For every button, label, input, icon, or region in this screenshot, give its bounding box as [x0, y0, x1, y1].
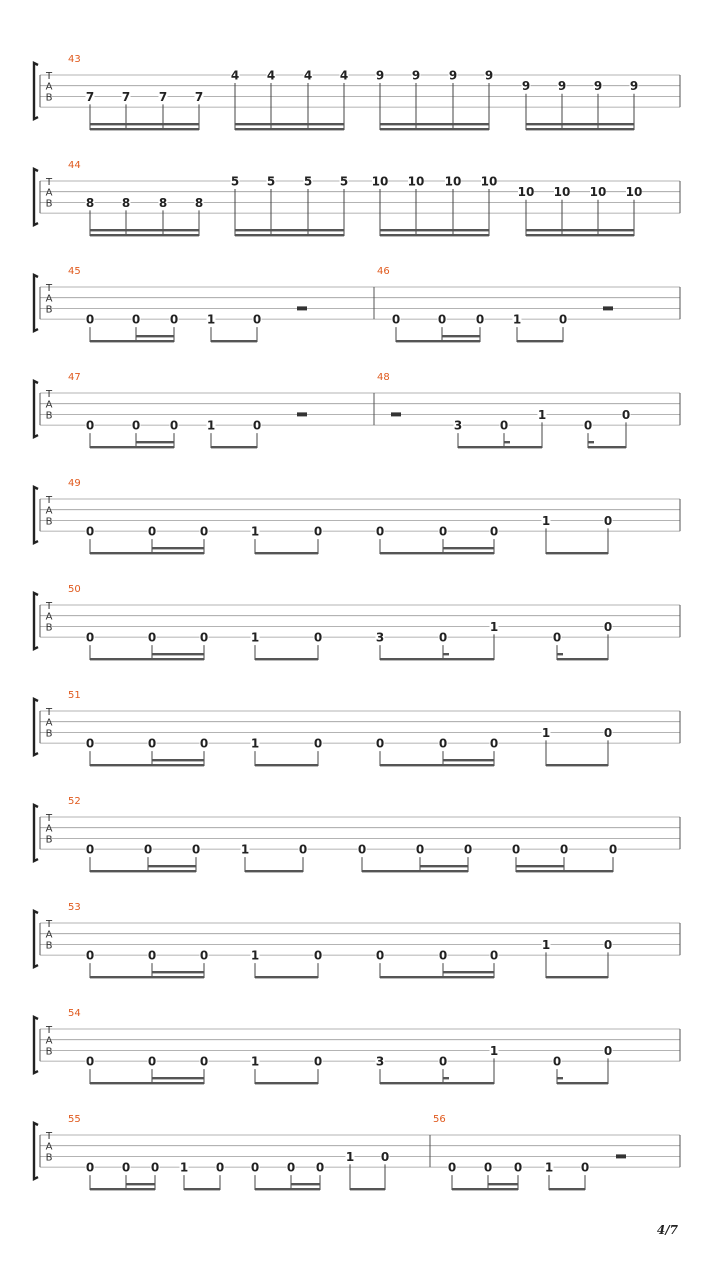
beam	[255, 976, 318, 978]
fret-number: 0	[199, 630, 209, 645]
tab-system	[34, 54, 680, 130]
fret-number: 0	[447, 1160, 457, 1175]
beam	[255, 1082, 318, 1084]
rest-symbol	[297, 412, 307, 416]
beam-secondary	[516, 865, 564, 867]
beam-secondary	[420, 865, 468, 867]
tab-clef-letter: A	[45, 1035, 53, 1047]
fret-number: 1	[544, 1160, 554, 1175]
fret-number: 3	[453, 418, 463, 433]
fret-number: 3	[375, 1054, 385, 1069]
measure-number: 53	[68, 902, 81, 913]
beam	[90, 446, 174, 448]
fret-number: 0	[603, 937, 613, 952]
fret-number: 0	[603, 619, 613, 634]
fret-number: 3	[375, 630, 385, 645]
fret-number: 5	[339, 174, 349, 189]
fret-number: 0	[499, 418, 509, 433]
beam-secondary	[526, 123, 634, 125]
beam	[526, 234, 634, 236]
beam-secondary	[152, 759, 204, 761]
fret-number: 0	[199, 1054, 209, 1069]
beam-secondary	[152, 547, 204, 549]
beam-secondary	[442, 335, 480, 337]
fret-number: 0	[608, 842, 618, 857]
tab-clef-letter: T	[45, 1131, 53, 1142]
rest-symbol	[391, 412, 401, 416]
beam	[380, 764, 494, 766]
beam-secondary	[152, 971, 204, 973]
tab-system	[34, 160, 680, 236]
fret-number: 0	[252, 418, 262, 433]
system-bracket	[34, 275, 38, 331]
tab-system	[34, 690, 680, 766]
beam-secondary	[235, 123, 344, 125]
tab-clef-letter: T	[45, 177, 53, 188]
tab-system	[34, 1008, 680, 1084]
tab-clef-letter: A	[45, 611, 53, 623]
fret-number: 4	[230, 68, 240, 83]
fret-number: 5	[230, 174, 240, 189]
tab-clef-letter: B	[45, 92, 53, 104]
fret-number: 9	[593, 79, 603, 94]
fret-number: 1	[345, 1149, 355, 1164]
system-bracket	[34, 487, 38, 543]
fret-number: 0	[85, 736, 95, 751]
fret-number: 10	[553, 185, 571, 200]
tab-clef-letter: T	[45, 813, 53, 824]
tab-clef-letter: A	[45, 187, 53, 199]
tab-clef-letter: B	[45, 1046, 53, 1058]
beam	[211, 340, 257, 342]
beam	[90, 976, 204, 978]
tab-system	[34, 478, 680, 554]
tab-clef-letter: T	[45, 71, 53, 82]
beam	[380, 128, 489, 130]
rest-symbol	[616, 1154, 626, 1158]
fret-number: 0	[313, 736, 323, 751]
fret-number: 1	[541, 937, 551, 952]
fret-number: 10	[371, 174, 389, 189]
tab-system	[34, 372, 680, 448]
beam	[255, 1188, 320, 1190]
beam-stub	[557, 1077, 563, 1079]
beam	[211, 446, 257, 448]
fret-number: 1	[250, 524, 260, 539]
beam	[235, 234, 344, 236]
fret-number: 0	[475, 312, 485, 327]
beam-secondary	[380, 123, 489, 125]
fret-number: 0	[438, 524, 448, 539]
fret-number: 0	[559, 842, 569, 857]
rest-symbol	[297, 306, 307, 310]
measure-number: 48	[377, 372, 390, 383]
measure-number: 44	[68, 160, 81, 171]
beam	[588, 446, 626, 448]
fret-number: 0	[85, 630, 95, 645]
fret-number: 0	[147, 630, 157, 645]
fret-number: 0	[357, 842, 367, 857]
beam-stub	[504, 441, 510, 443]
tab-clef-letter: A	[45, 293, 53, 305]
fret-number: 0	[415, 842, 425, 857]
beam	[90, 764, 204, 766]
beam	[557, 658, 608, 660]
fret-number: 9	[411, 68, 421, 83]
tab-system	[34, 1114, 680, 1190]
tab-clef-letter: A	[45, 505, 53, 517]
fret-number: 0	[313, 948, 323, 963]
beam-stub	[557, 653, 563, 655]
beam-secondary	[443, 971, 494, 973]
measure-number: 51	[68, 690, 81, 701]
fret-number: 0	[85, 524, 95, 539]
fret-number: 0	[580, 1160, 590, 1175]
beam	[516, 870, 613, 872]
fret-number: 7	[158, 89, 168, 104]
fret-number: 0	[169, 418, 179, 433]
fret-number: 0	[558, 312, 568, 327]
beam	[380, 658, 494, 660]
beam-secondary	[526, 229, 634, 231]
fret-number: 10	[407, 174, 425, 189]
fret-number: 4	[266, 68, 276, 83]
fret-number: 0	[315, 1160, 325, 1175]
beam	[184, 1188, 220, 1190]
fret-number: 5	[303, 174, 313, 189]
fret-number: 1	[250, 736, 260, 751]
fret-number: 10	[589, 185, 607, 200]
tab-clef-letter: B	[45, 728, 53, 740]
tab-clef-letter: B	[45, 1152, 53, 1164]
fret-number: 1	[206, 418, 216, 433]
fret-number: 0	[391, 312, 401, 327]
beam	[90, 234, 199, 236]
beam-secondary	[136, 335, 174, 337]
fret-number: 0	[147, 524, 157, 539]
fret-number: 0	[131, 418, 141, 433]
fret-number: 0	[603, 725, 613, 740]
fret-number: 10	[625, 185, 643, 200]
measure-number: 46	[377, 266, 390, 277]
page-number: 4/7	[656, 1223, 678, 1237]
fret-number: 0	[199, 524, 209, 539]
fret-number: 0	[85, 1160, 95, 1175]
fret-number: 0	[85, 312, 95, 327]
fret-number: 1	[250, 1054, 260, 1069]
measure-number: 50	[68, 584, 81, 595]
beam	[396, 340, 480, 342]
beam-secondary	[136, 441, 174, 443]
fret-number: 1	[541, 513, 551, 528]
beam	[245, 870, 303, 872]
fret-number: 4	[303, 68, 313, 83]
tab-system	[34, 584, 680, 660]
tab-clef-letter: A	[45, 399, 53, 411]
fret-number: 1	[489, 1043, 499, 1058]
beam	[90, 658, 204, 660]
beam	[90, 340, 174, 342]
beam	[90, 128, 199, 130]
fret-number: 0	[489, 736, 499, 751]
fret-number: 0	[85, 842, 95, 857]
beam	[452, 1188, 518, 1190]
tab-clef-letter: A	[45, 81, 53, 93]
tab-clef-letter: A	[45, 1141, 53, 1153]
beam	[255, 764, 318, 766]
tab-clef-letter: B	[45, 622, 53, 634]
fret-number: 1	[250, 948, 260, 963]
beam	[557, 1082, 608, 1084]
fret-number: 0	[191, 842, 201, 857]
beam	[380, 234, 489, 236]
beam-secondary	[90, 123, 199, 125]
fret-number: 9	[557, 79, 567, 94]
beam-stub	[443, 653, 449, 655]
tab-clef-letter: A	[45, 823, 53, 835]
fret-number: 7	[194, 89, 204, 104]
fret-number: 8	[194, 195, 204, 210]
fret-number: 10	[444, 174, 462, 189]
measure-number: 54	[68, 1008, 81, 1019]
beam	[458, 446, 542, 448]
beam	[90, 552, 204, 554]
fret-number: 0	[552, 1054, 562, 1069]
beam	[90, 1082, 204, 1084]
measure-number: 49	[68, 478, 81, 489]
measure-number: 47	[68, 372, 81, 383]
beam	[549, 1188, 585, 1190]
fret-number: 1	[541, 725, 551, 740]
beam	[546, 764, 608, 766]
fret-number: 0	[85, 1054, 95, 1069]
beam	[526, 128, 634, 130]
fret-number: 0	[483, 1160, 493, 1175]
tab-clef-letter: B	[45, 834, 53, 846]
fret-number: 0	[603, 1043, 613, 1058]
beam	[255, 552, 318, 554]
tab-clef-letter: T	[45, 919, 53, 930]
fret-number: 9	[484, 68, 494, 83]
fret-number: 1	[489, 619, 499, 634]
fret-number: 5	[266, 174, 276, 189]
fret-number: 0	[513, 1160, 523, 1175]
beam-secondary	[152, 653, 204, 655]
tab-clef-letter: B	[45, 198, 53, 210]
fret-number: 1	[179, 1160, 189, 1175]
fret-number: 0	[252, 312, 262, 327]
tab-system	[34, 266, 680, 342]
fret-number: 1	[206, 312, 216, 327]
fret-number: 8	[158, 195, 168, 210]
fret-number: 0	[313, 630, 323, 645]
fret-number: 0	[603, 513, 613, 528]
beam-secondary	[380, 229, 489, 231]
beam	[350, 1188, 385, 1190]
fret-number: 7	[121, 89, 131, 104]
fret-number: 0	[313, 1054, 323, 1069]
fret-number: 0	[298, 842, 308, 857]
beam-secondary	[443, 547, 494, 549]
fret-number: 0	[199, 736, 209, 751]
tab-clef-letter: B	[45, 940, 53, 952]
fret-number: 0	[313, 524, 323, 539]
beam-stub	[588, 441, 594, 443]
fret-number: 0	[511, 842, 521, 857]
fret-number: 0	[463, 842, 473, 857]
tab-clef-letter: B	[45, 304, 53, 316]
fret-number: 0	[438, 736, 448, 751]
fret-number: 0	[150, 1160, 160, 1175]
fret-number: 0	[621, 407, 631, 422]
fret-number: 0	[437, 312, 447, 327]
system-bracket	[34, 169, 38, 225]
tab-clef-letter: T	[45, 495, 53, 506]
fret-number: 9	[521, 79, 531, 94]
system-bracket	[34, 1017, 38, 1073]
fret-number: 0	[438, 948, 448, 963]
fret-number: 9	[448, 68, 458, 83]
fret-number: 0	[199, 948, 209, 963]
fret-number: 0	[85, 948, 95, 963]
fret-number: 0	[169, 312, 179, 327]
fret-number: 0	[215, 1160, 225, 1175]
fret-number: 0	[85, 418, 95, 433]
fret-number: 0	[438, 1054, 448, 1069]
beam	[546, 976, 608, 978]
tab-clef-letter: A	[45, 717, 53, 729]
fret-number: 0	[438, 630, 448, 645]
fret-number: 10	[480, 174, 498, 189]
fret-number: 0	[286, 1160, 296, 1175]
fret-number: 0	[552, 630, 562, 645]
system-bracket	[34, 699, 38, 755]
beam	[546, 552, 608, 554]
measure-number: 43	[68, 54, 81, 65]
beam	[362, 870, 468, 872]
fret-number: 1	[537, 407, 547, 422]
beam-secondary	[235, 229, 344, 231]
beam-stub	[443, 1077, 449, 1079]
system-bracket	[34, 911, 38, 967]
fret-number: 1	[512, 312, 522, 327]
beam	[517, 340, 563, 342]
fret-number: 8	[121, 195, 131, 210]
beam-secondary	[126, 1183, 155, 1185]
fret-number: 0	[121, 1160, 131, 1175]
tab-clef-letter: A	[45, 929, 53, 941]
beam	[380, 1082, 494, 1084]
system-bracket	[34, 381, 38, 437]
fret-number: 0	[375, 524, 385, 539]
tab-clef-letter: T	[45, 601, 53, 612]
tab-system	[34, 796, 680, 872]
beam	[90, 870, 196, 872]
fret-number: 8	[85, 195, 95, 210]
beam	[255, 658, 318, 660]
beam-secondary	[443, 759, 494, 761]
tab-clef-letter: T	[45, 389, 53, 400]
fret-number: 0	[131, 312, 141, 327]
beam-secondary	[488, 1183, 518, 1185]
beam-secondary	[291, 1183, 320, 1185]
fret-number: 0	[583, 418, 593, 433]
measure-number: 56	[433, 1114, 446, 1125]
fret-number: 0	[375, 948, 385, 963]
fret-number: 0	[147, 736, 157, 751]
fret-number: 0	[375, 736, 385, 751]
fret-number: 1	[250, 630, 260, 645]
fret-number: 0	[380, 1149, 390, 1164]
fret-number: 9	[375, 68, 385, 83]
fret-number: 0	[250, 1160, 260, 1175]
system-bracket	[34, 593, 38, 649]
tab-clef-letter: B	[45, 410, 53, 422]
beam	[235, 128, 344, 130]
fret-number: 1	[240, 842, 250, 857]
beam	[380, 552, 494, 554]
system-bracket	[34, 63, 38, 119]
fret-number: 0	[489, 948, 499, 963]
tab-clef-letter: T	[45, 707, 53, 718]
tab-clef-letter: T	[45, 283, 53, 294]
beam-secondary	[148, 865, 196, 867]
fret-number: 9	[629, 79, 639, 94]
fret-number: 0	[147, 1054, 157, 1069]
measure-number: 55	[68, 1114, 81, 1125]
system-bracket	[34, 805, 38, 861]
tab-clef-letter: B	[45, 516, 53, 528]
rest-symbol	[603, 306, 613, 310]
measure-number: 52	[68, 796, 81, 807]
system-bracket	[34, 1123, 38, 1179]
fret-number: 7	[85, 89, 95, 104]
beam-secondary	[90, 229, 199, 231]
tab-clef-letter: T	[45, 1025, 53, 1036]
fret-number: 4	[339, 68, 349, 83]
fret-number: 0	[143, 842, 153, 857]
fret-number: 0	[489, 524, 499, 539]
beam-secondary	[152, 1077, 204, 1079]
tab-system	[34, 902, 680, 978]
beam	[90, 1188, 155, 1190]
beam	[380, 976, 494, 978]
fret-number: 10	[517, 185, 535, 200]
measure-number: 45	[68, 266, 81, 277]
fret-number: 0	[147, 948, 157, 963]
